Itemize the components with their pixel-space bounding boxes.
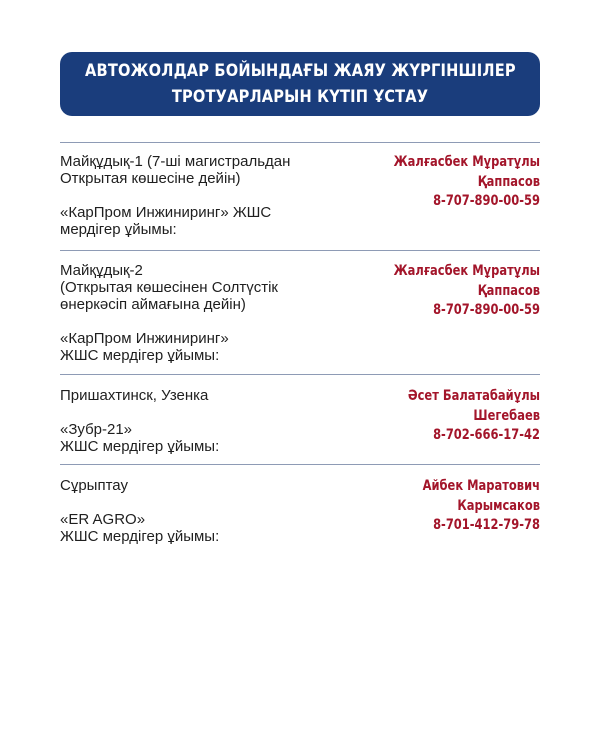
contact-name-line: Қаппасов (477, 282, 540, 299)
entry-4-details (60, 477, 360, 545)
entry-1-details (60, 153, 360, 238)
entry-1-contact (350, 153, 540, 212)
contact-name-line: Айбек Маратович (422, 478, 540, 494)
header-banner (60, 52, 540, 116)
contact-name-line: Жалғасбек Мұратұлы (393, 263, 540, 279)
entry-3-details (60, 387, 360, 455)
location-line: өнеркәсіп аймағына дейін) (60, 296, 246, 313)
divider (60, 142, 540, 143)
header-title-line-1: АВТОЖОЛДАР БОЙЫНДАҒЫ ЖАЯУ ЖҮРГІНШІЛЕР (84, 61, 516, 81)
entry-4-contact (350, 477, 540, 536)
entry-3-contact (350, 387, 540, 446)
contact-name-line: Жалғасбек Мұратұлы (393, 154, 540, 170)
location-line: Майқұдық-2 (60, 262, 143, 279)
contact-phone: 8-701-412-79-78 (433, 517, 540, 533)
contact-phone: 8-702-666-17-42 (433, 427, 540, 443)
contractor-line: «Зубр-21» (60, 421, 133, 438)
contact-name-line: Әсет Балатабайұлы (407, 388, 540, 404)
location-line: Пришахтинск, Узенка (60, 387, 209, 404)
contact-name-line: Шегебаев (473, 407, 540, 424)
contractor-line: ЖШС мердігер ұйымы: (60, 347, 220, 364)
contractor-line: ЖШС мердігер ұйымы: (60, 528, 220, 545)
location-line: Открытая көшесіне дейін) (60, 170, 241, 187)
contractor-line: «ER AGRO» (60, 511, 146, 528)
location-line: Сұрыптау (60, 477, 128, 494)
entry-2-details (60, 262, 360, 364)
contact-phone: 8-707-890-00-59 (433, 302, 540, 318)
contractor-line: ЖШС мердігер ұйымы: (60, 438, 220, 455)
contractor-line: мердігер ұйымы: (60, 221, 177, 238)
contact-phone: 8-707-890-00-59 (433, 193, 540, 209)
divider (60, 374, 540, 375)
entry-2-contact (350, 262, 540, 321)
contractor-line: «КарПром Инжиниринг» (60, 330, 229, 347)
contact-name-line: Карымсаков (457, 497, 540, 514)
location-line: (Открытая көшесінен Солтүстік (60, 279, 278, 296)
divider (60, 250, 540, 251)
contractor-line: «КарПром Инжиниринг» ЖШС (60, 204, 272, 221)
contact-name-line: Қаппасов (477, 173, 540, 190)
divider (60, 464, 540, 465)
header-title-line-2: ТРОТУАРЛАРЫН КҮТІП ҰСТАУ (171, 87, 429, 107)
location-line: Майқұдық-1 (7-ші магистральдан (60, 153, 291, 170)
